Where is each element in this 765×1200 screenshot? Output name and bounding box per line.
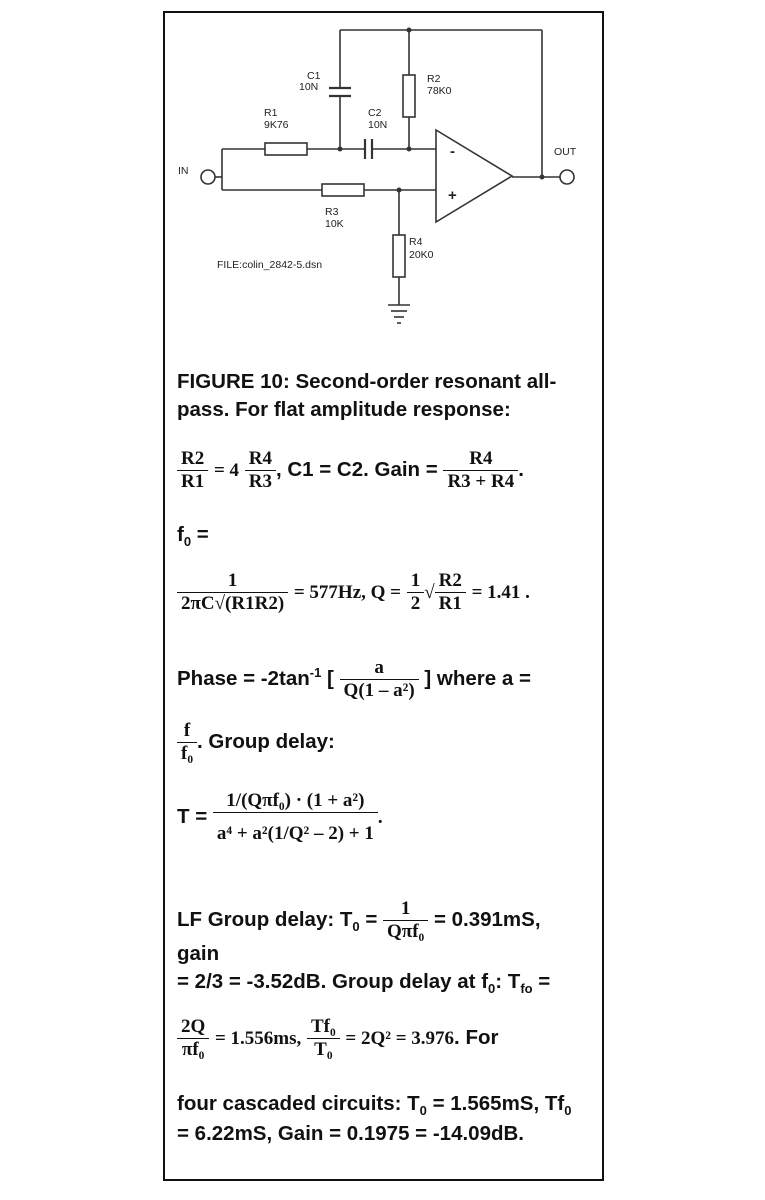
equation-a-ratio: $\frac{f}{\text{f₀}}$ . Group delay: — [177, 720, 335, 765]
cascaded-line-2: = 6.22mS, Gain = 0.1975 = -14.09dB. — [177, 1122, 524, 1145]
equation-phase: Phase = $-2\tan^{-1}$ [ $\frac{a}{\text{Q(1 – a²)}}$ ] where a = — [177, 657, 531, 701]
plus-input-sign: + — [448, 187, 457, 204]
file-label: FILE:colin_2842-5.dsn — [217, 259, 323, 271]
r4-resistor — [393, 235, 405, 277]
equation-group-delay: T = $\frac{\text{1/(Qπf₀) · (1 + a²)}}{\text{a⁴ + a²(1/Q² – 2) + 1}}$ . — [177, 790, 383, 844]
out-label: OUT — [554, 146, 577, 158]
r3-value: 10K — [325, 218, 344, 230]
out-terminal — [560, 170, 574, 184]
gain-line: = 2/3 = -3.52dB. Group delay at $f_0$: $T_{fo}$ = — [177, 970, 551, 997]
c1-value: 10N — [299, 81, 319, 93]
c2-value: 10N — [368, 119, 388, 131]
equation-f0-q: $\frac{1}{2\pi C√(R1R2)}$ = 577Hz, Q = $\frac{1}{2}$ √ $\frac{R2}{R1}$ = 1.41 . — [177, 570, 530, 615]
r2-name: R2 — [427, 73, 441, 85]
r1-name: R1 — [264, 107, 278, 119]
r2-value: 78K0 — [427, 85, 452, 97]
r4-value: 20K0 — [409, 249, 434, 261]
r3-resistor — [322, 184, 364, 196]
c1-name: C1 — [307, 70, 321, 82]
r4-name: R4 — [409, 236, 423, 248]
gain-word: gain — [177, 942, 220, 965]
in-label: IN — [178, 165, 189, 177]
op-amp — [436, 130, 512, 222]
equation-lf-delay: LF Group delay: $T_0$ = $\frac{1}{\text{Qπf₀}}$ = 0.391mS, — [177, 898, 541, 942]
f0-label: $f_0$ = — [177, 523, 209, 550]
c2-name: C2 — [368, 107, 382, 119]
equation-flat-amplitude: $\frac{R2}{R1}$ = 4 $\frac{R4}{R3}$ , C1 = C2. Gain = $\frac{R4}{R3 + R4}$ . — [177, 448, 524, 493]
in-terminal — [201, 170, 215, 184]
r3-name: R3 — [325, 206, 339, 218]
r2-resistor — [403, 75, 415, 117]
circuit-schematic — [0, 0, 765, 340]
r1-value: 9K76 — [264, 119, 289, 131]
r1-resistor — [265, 143, 307, 155]
figure-caption: FIGURE 10: Second-order resonant all-pass. For flat amplitude response: — [177, 370, 557, 421]
equation-delay-at-f0: $\frac{2Q}{\text{πf₀}}$ = 1.556ms, $\frac{\text{Tf₀}}{\text{T₀}}$ = 2Q² = 3.976. For — [177, 1016, 498, 1061]
minus-input-sign: - — [450, 143, 455, 160]
cascaded-line-1: four cascaded circuits: $T_0 = 1.565mS$, $Tf_0$ — [177, 1092, 572, 1119]
